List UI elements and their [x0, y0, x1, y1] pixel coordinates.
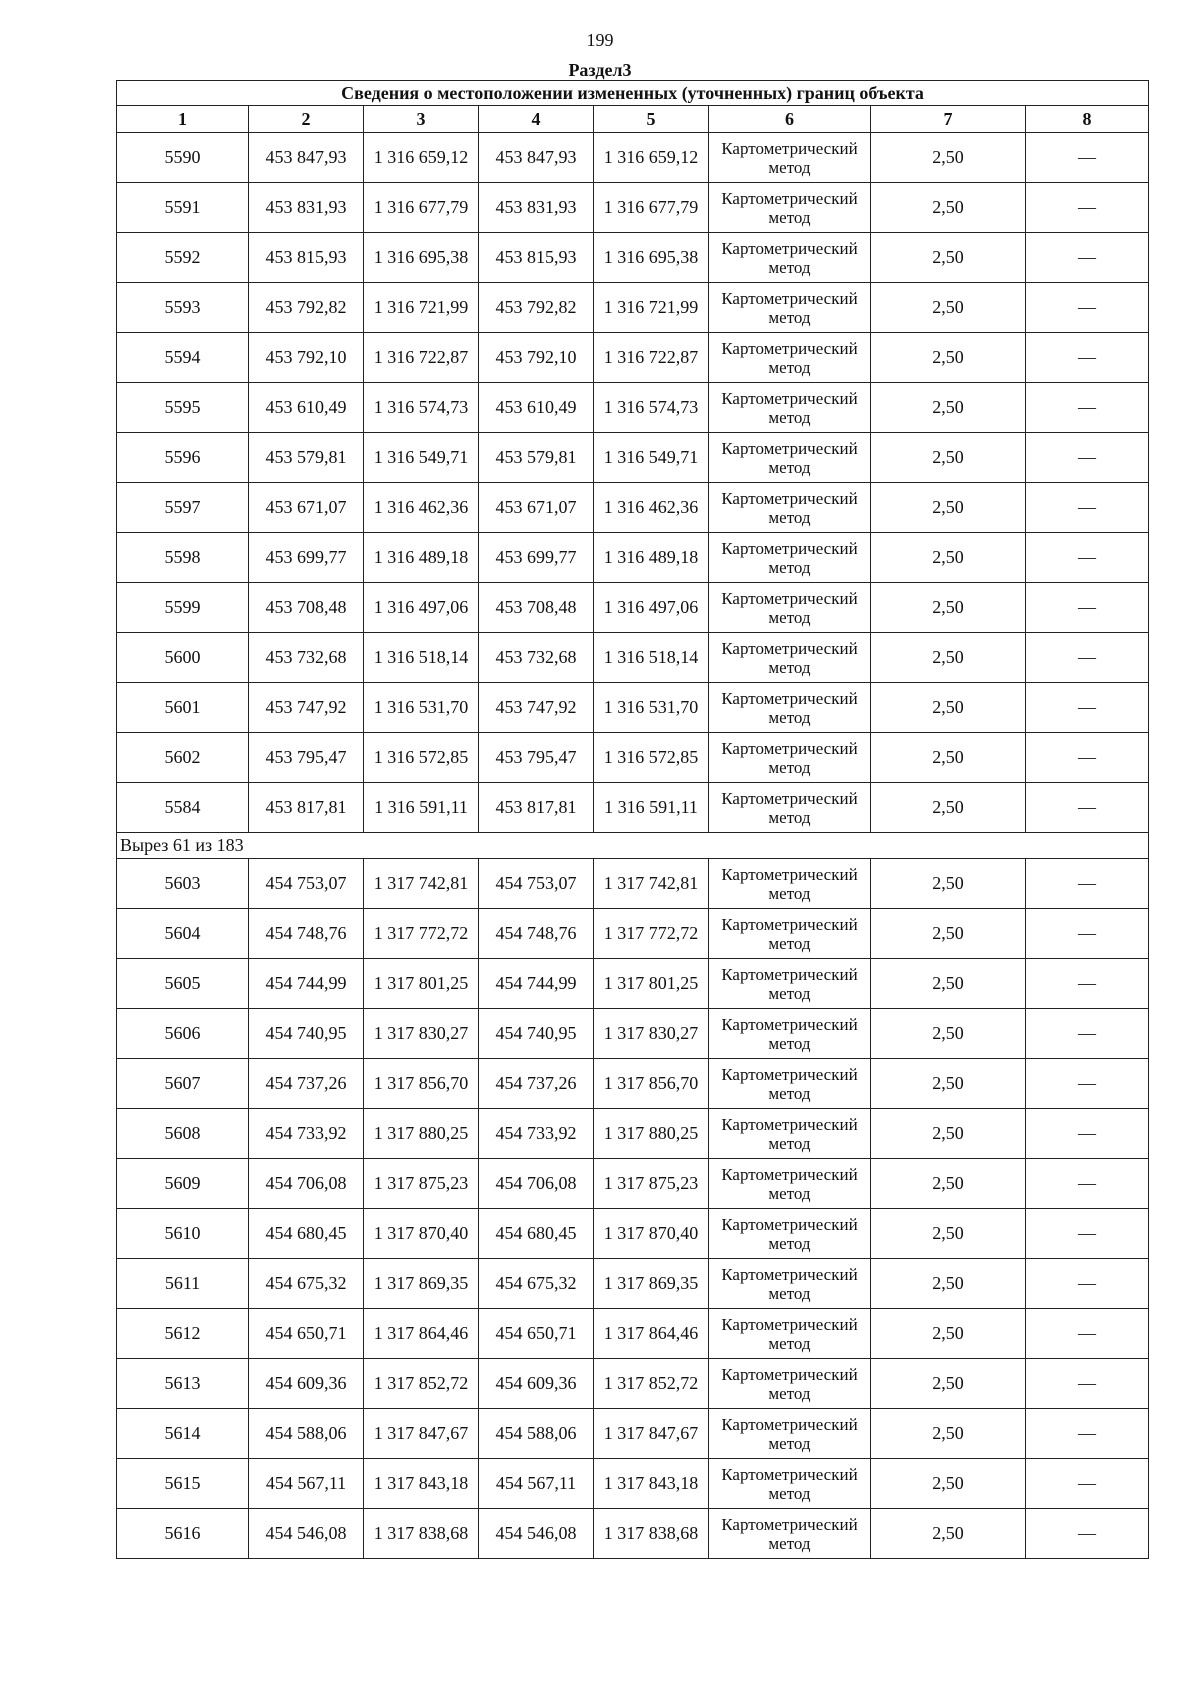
old-x-cell: 454 740,95: [249, 1009, 364, 1059]
point-number-cell: 5606: [117, 1009, 249, 1059]
point-number-cell: 5602: [117, 733, 249, 783]
point-number-cell: 5595: [117, 383, 249, 433]
new-x-cell: 453 732,68: [479, 633, 594, 683]
method-cell: Картометрический метод: [709, 133, 871, 183]
new-y-cell: 1 316 721,99: [594, 283, 709, 333]
table-row: [117, 783, 1149, 833]
note-cell: —: [1026, 1159, 1149, 1209]
method-cell: Картометрический метод: [709, 1259, 871, 1309]
accuracy-cell: 2,50: [871, 683, 1026, 733]
method-cell: Картометрический метод: [709, 583, 871, 633]
accuracy-cell: 2,50: [871, 959, 1026, 1009]
column-number: 8: [1026, 106, 1149, 133]
method-cell: Картометрический метод: [709, 959, 871, 1009]
point-number-cell: 5613: [117, 1359, 249, 1409]
note-cell: —: [1026, 1209, 1149, 1259]
accuracy-cell: 2,50: [871, 583, 1026, 633]
new-x-cell: 453 795,47: [479, 733, 594, 783]
old-y-cell: 1 316 721,99: [364, 283, 479, 333]
table-row: [117, 183, 1149, 233]
old-x-cell: 453 815,93: [249, 233, 364, 283]
method-cell: Картометрический метод: [709, 1109, 871, 1159]
accuracy-cell: 2,50: [871, 1509, 1026, 1559]
old-x-cell: 453 732,68: [249, 633, 364, 683]
new-x-cell: 454 567,11: [479, 1459, 594, 1509]
point-number-cell: 5605: [117, 959, 249, 1009]
point-number-cell: 5608: [117, 1109, 249, 1159]
method-cell: Картометрический метод: [709, 1459, 871, 1509]
old-y-cell: 1 317 870,40: [364, 1209, 479, 1259]
table-row: [117, 633, 1149, 683]
accuracy-cell: 2,50: [871, 1409, 1026, 1459]
old-y-cell: 1 317 838,68: [364, 1509, 479, 1559]
old-x-cell: 453 708,48: [249, 583, 364, 633]
old-x-cell: 454 650,71: [249, 1309, 364, 1359]
point-number-cell: 5594: [117, 333, 249, 383]
table-row: [117, 733, 1149, 783]
new-y-cell: 1 317 869,35: [594, 1259, 709, 1309]
old-x-cell: 454 588,06: [249, 1409, 364, 1459]
table-row: [117, 683, 1149, 733]
method-cell: Картометрический метод: [709, 1359, 871, 1409]
cut-label: Вырез 61 из 183: [117, 833, 1149, 859]
new-x-cell: 453 579,81: [479, 433, 594, 483]
table-row: [117, 533, 1149, 583]
point-number-cell: 5600: [117, 633, 249, 683]
new-x-cell: 453 792,82: [479, 283, 594, 333]
old-x-cell: 454 733,92: [249, 1109, 364, 1159]
table-row: [117, 1309, 1149, 1359]
old-y-cell: 1 317 880,25: [364, 1109, 479, 1159]
column-number: 6: [709, 106, 871, 133]
new-y-cell: 1 316 572,85: [594, 733, 709, 783]
note-cell: —: [1026, 1259, 1149, 1309]
new-x-cell: 454 733,92: [479, 1109, 594, 1159]
method-cell: Картометрический метод: [709, 433, 871, 483]
point-number-cell: 5584: [117, 783, 249, 833]
table-row: [117, 383, 1149, 433]
new-x-cell: 454 675,32: [479, 1259, 594, 1309]
point-number-cell: 5615: [117, 1459, 249, 1509]
table-caption: Сведения о местоположении измененных (уточненных) границ объекта: [117, 81, 1149, 106]
accuracy-cell: 2,50: [871, 633, 1026, 683]
old-x-cell: 454 609,36: [249, 1359, 364, 1409]
accuracy-cell: 2,50: [871, 533, 1026, 583]
new-x-cell: 453 747,92: [479, 683, 594, 733]
point-number-cell: 5591: [117, 183, 249, 233]
method-cell: Картометрический метод: [709, 859, 871, 909]
point-number-cell: 5609: [117, 1159, 249, 1209]
point-number-cell: 5612: [117, 1309, 249, 1359]
column-number: 2: [249, 106, 364, 133]
point-number-cell: 5593: [117, 283, 249, 333]
method-cell: Картометрический метод: [709, 183, 871, 233]
table-row: [117, 1009, 1149, 1059]
method-cell: Картометрический метод: [709, 233, 871, 283]
new-y-cell: 1 317 838,68: [594, 1509, 709, 1559]
accuracy-cell: 2,50: [871, 1359, 1026, 1409]
new-y-cell: 1 316 574,73: [594, 383, 709, 433]
new-y-cell: 1 317 847,67: [594, 1409, 709, 1459]
old-y-cell: 1 317 856,70: [364, 1059, 479, 1109]
note-cell: —: [1026, 733, 1149, 783]
old-x-cell: 453 847,93: [249, 133, 364, 183]
old-x-cell: 453 792,10: [249, 333, 364, 383]
old-x-cell: 453 817,81: [249, 783, 364, 833]
table-row: [117, 583, 1149, 633]
point-number-cell: 5614: [117, 1409, 249, 1459]
table-row: [117, 959, 1149, 1009]
new-x-cell: 454 737,26: [479, 1059, 594, 1109]
table-row: [117, 1259, 1149, 1309]
new-y-cell: 1 317 864,46: [594, 1309, 709, 1359]
new-x-cell: 453 708,48: [479, 583, 594, 633]
table-body: [117, 81, 1149, 1559]
new-x-cell: 454 753,07: [479, 859, 594, 909]
new-x-cell: 454 588,06: [479, 1409, 594, 1459]
new-y-cell: 1 317 852,72: [594, 1359, 709, 1409]
note-cell: —: [1026, 1059, 1149, 1109]
accuracy-cell: 2,50: [871, 1209, 1026, 1259]
table-row: [117, 483, 1149, 533]
note-cell: —: [1026, 683, 1149, 733]
note-cell: —: [1026, 283, 1149, 333]
method-cell: Картометрический метод: [709, 683, 871, 733]
table-row: [117, 1359, 1149, 1409]
old-y-cell: 1 317 869,35: [364, 1259, 479, 1309]
note-cell: —: [1026, 783, 1149, 833]
method-cell: Картометрический метод: [709, 283, 871, 333]
point-number-cell: 5603: [117, 859, 249, 909]
method-cell: Картометрический метод: [709, 733, 871, 783]
new-x-cell: 454 680,45: [479, 1209, 594, 1259]
accuracy-cell: 2,50: [871, 1159, 1026, 1209]
accuracy-cell: 2,50: [871, 1109, 1026, 1159]
accuracy-cell: 2,50: [871, 1309, 1026, 1359]
old-x-cell: 454 748,76: [249, 909, 364, 959]
new-x-cell: 454 744,99: [479, 959, 594, 1009]
method-cell: Картометрический метод: [709, 1309, 871, 1359]
old-y-cell: 1 316 497,06: [364, 583, 479, 633]
new-x-cell: 453 792,10: [479, 333, 594, 383]
note-cell: —: [1026, 433, 1149, 483]
table-row: [117, 1509, 1149, 1559]
old-x-cell: 453 831,93: [249, 183, 364, 233]
table-caption-row: [117, 81, 1149, 106]
method-cell: Картометрический метод: [709, 333, 871, 383]
note-cell: —: [1026, 1359, 1149, 1409]
table-row: [117, 283, 1149, 333]
table-row: [117, 1059, 1149, 1109]
table-row: [117, 859, 1149, 909]
note-cell: —: [1026, 1109, 1149, 1159]
old-x-cell: 453 792,82: [249, 283, 364, 333]
method-cell: Картометрический метод: [709, 483, 871, 533]
note-cell: —: [1026, 183, 1149, 233]
new-y-cell: 1 316 531,70: [594, 683, 709, 733]
old-y-cell: 1 316 549,71: [364, 433, 479, 483]
note-cell: —: [1026, 1009, 1149, 1059]
column-numbers-row: [117, 106, 1149, 133]
old-x-cell: 453 699,77: [249, 533, 364, 583]
note-cell: —: [1026, 483, 1149, 533]
point-number-cell: 5611: [117, 1259, 249, 1309]
table-row: [117, 1209, 1149, 1259]
new-y-cell: 1 317 830,27: [594, 1009, 709, 1059]
new-y-cell: 1 316 659,12: [594, 133, 709, 183]
new-y-cell: 1 317 772,72: [594, 909, 709, 959]
new-x-cell: 453 815,93: [479, 233, 594, 283]
new-x-cell: 454 546,08: [479, 1509, 594, 1559]
accuracy-cell: 2,50: [871, 783, 1026, 833]
note-cell: —: [1026, 233, 1149, 283]
table-row: [117, 1159, 1149, 1209]
boundary-coordinates-table: [116, 80, 1149, 1559]
old-y-cell: 1 316 462,36: [364, 483, 479, 533]
accuracy-cell: 2,50: [871, 283, 1026, 333]
old-y-cell: 1 317 830,27: [364, 1009, 479, 1059]
accuracy-cell: 2,50: [871, 383, 1026, 433]
column-number: 1: [117, 106, 249, 133]
accuracy-cell: 2,50: [871, 733, 1026, 783]
point-number-cell: 5592: [117, 233, 249, 283]
old-x-cell: 453 747,92: [249, 683, 364, 733]
old-x-cell: 453 579,81: [249, 433, 364, 483]
table-row: [117, 233, 1149, 283]
table-row: [117, 1109, 1149, 1159]
new-y-cell: 1 317 742,81: [594, 859, 709, 909]
old-x-cell: 453 795,47: [249, 733, 364, 783]
table-row: [117, 433, 1149, 483]
point-number-cell: 5610: [117, 1209, 249, 1259]
note-cell: —: [1026, 1309, 1149, 1359]
note-cell: —: [1026, 859, 1149, 909]
accuracy-cell: 2,50: [871, 483, 1026, 533]
new-y-cell: 1 317 875,23: [594, 1159, 709, 1209]
cut-label-row: [117, 833, 1149, 859]
accuracy-cell: 2,50: [871, 433, 1026, 483]
point-number-cell: 5598: [117, 533, 249, 583]
point-number-cell: 5590: [117, 133, 249, 183]
accuracy-cell: 2,50: [871, 183, 1026, 233]
column-number: 3: [364, 106, 479, 133]
old-y-cell: 1 316 531,70: [364, 683, 479, 733]
old-y-cell: 1 316 574,73: [364, 383, 479, 433]
old-x-cell: 454 744,99: [249, 959, 364, 1009]
new-y-cell: 1 316 695,38: [594, 233, 709, 283]
new-x-cell: 453 699,77: [479, 533, 594, 583]
old-y-cell: 1 316 695,38: [364, 233, 479, 283]
old-y-cell: 1 316 572,85: [364, 733, 479, 783]
method-cell: Картометрический метод: [709, 533, 871, 583]
accuracy-cell: 2,50: [871, 1259, 1026, 1309]
new-y-cell: 1 316 722,87: [594, 333, 709, 383]
new-y-cell: 1 316 497,06: [594, 583, 709, 633]
old-y-cell: 1 316 659,12: [364, 133, 479, 183]
method-cell: Картометрический метод: [709, 1209, 871, 1259]
new-x-cell: 454 706,08: [479, 1159, 594, 1209]
old-y-cell: 1 317 772,72: [364, 909, 479, 959]
old-x-cell: 454 753,07: [249, 859, 364, 909]
old-x-cell: 454 706,08: [249, 1159, 364, 1209]
note-cell: —: [1026, 383, 1149, 433]
new-x-cell: 454 609,36: [479, 1359, 594, 1409]
old-y-cell: 1 317 864,46: [364, 1309, 479, 1359]
note-cell: —: [1026, 133, 1149, 183]
table-row: [117, 909, 1149, 959]
new-x-cell: 454 650,71: [479, 1309, 594, 1359]
new-x-cell: 453 847,93: [479, 133, 594, 183]
table-row: [117, 133, 1149, 183]
note-cell: —: [1026, 583, 1149, 633]
new-y-cell: 1 317 801,25: [594, 959, 709, 1009]
new-y-cell: 1 316 462,36: [594, 483, 709, 533]
new-y-cell: 1 317 870,40: [594, 1209, 709, 1259]
point-number-cell: 5616: [117, 1509, 249, 1559]
new-x-cell: 453 671,07: [479, 483, 594, 533]
table-row: [117, 1459, 1149, 1509]
old-y-cell: 1 317 852,72: [364, 1359, 479, 1409]
note-cell: —: [1026, 333, 1149, 383]
old-y-cell: 1 316 722,87: [364, 333, 479, 383]
method-cell: Картометрический метод: [709, 1009, 871, 1059]
point-number-cell: 5604: [117, 909, 249, 959]
new-x-cell: 454 740,95: [479, 1009, 594, 1059]
method-cell: Картометрический метод: [709, 783, 871, 833]
table-row: [117, 333, 1149, 383]
old-y-cell: 1 317 875,23: [364, 1159, 479, 1209]
new-y-cell: 1 317 843,18: [594, 1459, 709, 1509]
accuracy-cell: 2,50: [871, 1059, 1026, 1109]
method-cell: Картометрический метод: [709, 1509, 871, 1559]
old-y-cell: 1 317 843,18: [364, 1459, 479, 1509]
old-y-cell: 1 317 801,25: [364, 959, 479, 1009]
point-number-cell: 5607: [117, 1059, 249, 1109]
new-y-cell: 1 317 856,70: [594, 1059, 709, 1109]
old-y-cell: 1 317 742,81: [364, 859, 479, 909]
new-y-cell: 1 316 518,14: [594, 633, 709, 683]
accuracy-cell: 2,50: [871, 133, 1026, 183]
method-cell: Картометрический метод: [709, 1059, 871, 1109]
new-y-cell: 1 316 489,18: [594, 533, 709, 583]
table-row: [117, 1409, 1149, 1459]
old-y-cell: 1 316 518,14: [364, 633, 479, 683]
point-number-cell: 5601: [117, 683, 249, 733]
page-number: 199: [586, 30, 614, 50]
new-y-cell: 1 316 549,71: [594, 433, 709, 483]
accuracy-cell: 2,50: [871, 909, 1026, 959]
note-cell: —: [1026, 533, 1149, 583]
old-y-cell: 1 317 847,67: [364, 1409, 479, 1459]
note-cell: —: [1026, 959, 1149, 1009]
note-cell: —: [1026, 1409, 1149, 1459]
new-y-cell: 1 316 677,79: [594, 183, 709, 233]
point-number-cell: 5599: [117, 583, 249, 633]
new-x-cell: 453 610,49: [479, 383, 594, 433]
new-y-cell: 1 316 591,11: [594, 783, 709, 833]
new-x-cell: 453 831,93: [479, 183, 594, 233]
point-number-cell: 5597: [117, 483, 249, 533]
old-x-cell: 454 675,32: [249, 1259, 364, 1309]
old-x-cell: 454 567,11: [249, 1459, 364, 1509]
accuracy-cell: 2,50: [871, 233, 1026, 283]
point-number-cell: 5596: [117, 433, 249, 483]
old-x-cell: 454 546,08: [249, 1509, 364, 1559]
column-number: 7: [871, 106, 1026, 133]
column-number: 4: [479, 106, 594, 133]
old-y-cell: 1 316 591,11: [364, 783, 479, 833]
method-cell: Картометрический метод: [709, 909, 871, 959]
method-cell: Картометрический метод: [709, 383, 871, 433]
method-cell: Картометрический метод: [709, 633, 871, 683]
section-title: Раздел3: [568, 60, 632, 80]
new-x-cell: 453 817,81: [479, 783, 594, 833]
note-cell: —: [1026, 1509, 1149, 1559]
old-x-cell: 454 680,45: [249, 1209, 364, 1259]
old-y-cell: 1 316 677,79: [364, 183, 479, 233]
old-x-cell: 453 671,07: [249, 483, 364, 533]
old-x-cell: 454 737,26: [249, 1059, 364, 1109]
new-x-cell: 454 748,76: [479, 909, 594, 959]
accuracy-cell: 2,50: [871, 859, 1026, 909]
new-y-cell: 1 317 880,25: [594, 1109, 709, 1159]
note-cell: —: [1026, 633, 1149, 683]
old-y-cell: 1 316 489,18: [364, 533, 479, 583]
column-number: 5: [594, 106, 709, 133]
note-cell: —: [1026, 909, 1149, 959]
note-cell: —: [1026, 1459, 1149, 1509]
accuracy-cell: 2,50: [871, 333, 1026, 383]
method-cell: Картометрический метод: [709, 1159, 871, 1209]
accuracy-cell: 2,50: [871, 1459, 1026, 1509]
accuracy-cell: 2,50: [871, 1009, 1026, 1059]
method-cell: Картометрический метод: [709, 1409, 871, 1459]
old-x-cell: 453 610,49: [249, 383, 364, 433]
